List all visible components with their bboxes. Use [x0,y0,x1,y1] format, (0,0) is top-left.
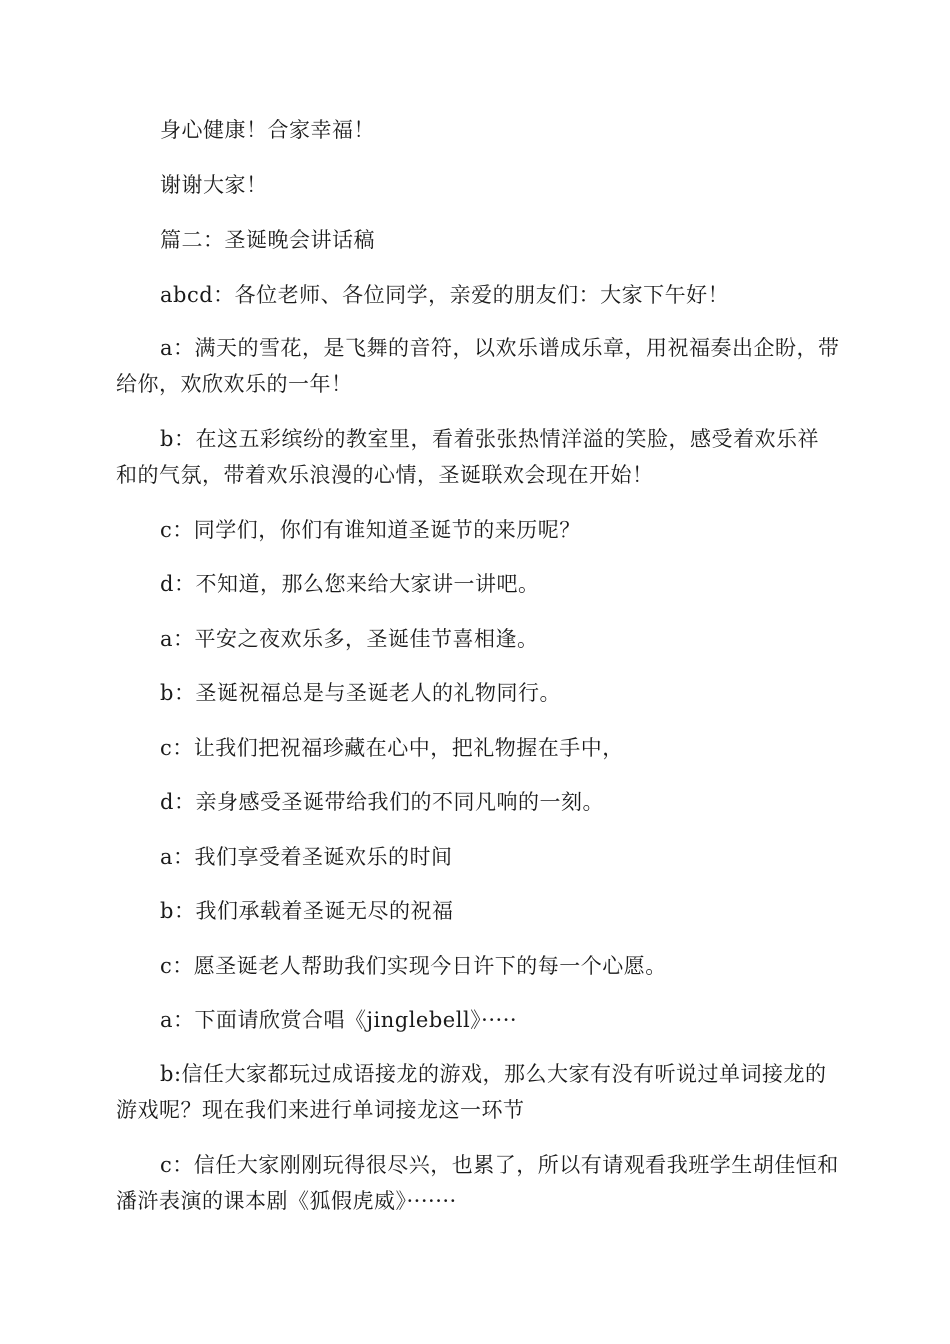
paragraph-a-peaceful-night: a：平安之夜欢乐多，圣诞佳节喜相逢。 [160,627,539,651]
paragraph-a-snowflakes: a：满天的雪花，是飞舞的音符，以欢乐谱成乐章，用祝福奏出企盼，带给你，欢欣欢乐的一年！ [116,336,840,396]
paragraph-a-enjoy: a：我们享受着圣诞欢乐的时间 [160,845,453,869]
paragraph-b-blessing: b：圣诞祝福总是与圣诞老人的礼物同行。 [160,681,561,705]
paragraph-c-question: c：同学们，你们有谁知道圣诞节的来历呢？ [160,518,581,542]
paragraph-c-treasure: c：让我们把祝福珍藏在心中，把礼物握在手中， [160,736,624,760]
paragraph-greeting-blessing: 身心健康！合家幸福！ [160,118,375,142]
section-heading: 篇二：圣诞晚会讲话稿 [160,228,375,252]
paragraph-b-carry: b：我们承载着圣诞无尽的祝福 [160,899,454,923]
paragraph-c-play: c：信任大家刚刚玩得很尽兴，也累了，所以有请观看我班学生胡佳恒和潘浒表演的课本剧《狐假虎威》······· [116,1153,839,1213]
paragraph-b-word-game: b:信任大家都玩过成语接龙的游戏，那么大家有没有听说过单词接龙的游戏呢？现在我们来进行单词接龙这一环节 [116,1062,827,1122]
paragraph-c-wish: c：愿圣诞老人帮助我们实现今日许下的每一个心愿。 [160,954,667,978]
paragraph-d-answer: d：不知道，那么您来给大家讲一讲吧。 [160,572,540,596]
paragraph-abcd-opening: abcd：各位老师、各位同学，亲爱的朋友们：大家下午好！ [160,283,730,307]
paragraph-b-classroom: b：在这五彩缤纷的教室里，看着张张热情洋溢的笑脸，感受着欢乐祥和的气氛，带着欢乐浪漫的心情，圣诞联欢会现在开始！ [116,427,819,487]
paragraph-thanks: 谢谢大家！ [160,173,268,197]
paragraph-d-moment: d：亲身感受圣诞带给我们的不同凡响的一刻。 [160,790,604,814]
paragraph-a-jinglebell: a：下面请欣赏合唱《jinglebell》····· [160,1008,518,1032]
